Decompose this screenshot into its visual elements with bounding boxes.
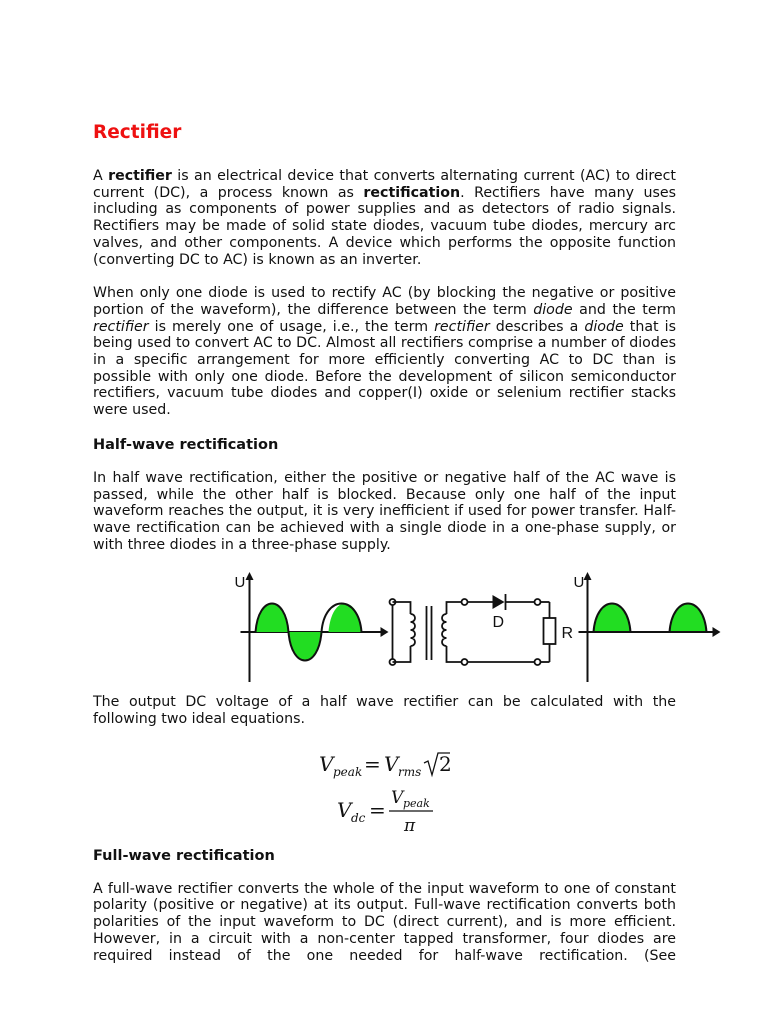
- svg-text:peak: peak: [333, 764, 363, 779]
- equation-peak: [319, 752, 452, 779]
- diode-text: When only one diode is used to rectify AC (by blocking the negative or positive portion of the waveform), the difference between the term: [93, 285, 676, 318]
- svg-text:V: V: [319, 751, 334, 776]
- circuit-diagram: [390, 594, 556, 665]
- diode-term: diode: [533, 301, 573, 318]
- diode-text: that is being used to convert AC to DC. Almost all rectifiers comprise a number of diodes in a specific arrangement for more efficiently converting AC to DC than is possible with only one diode. Before the development of silicon semiconductor rectifiers, vacuum tube diodes and copper(I) oxide or selenium rectifier stacks were used.: [93, 318, 676, 419]
- diode-term: diode: [584, 318, 624, 335]
- half-wave-paragraph: In half wave rectification, either the positive or negative half of the AC wave is passed, while the other half is blocked. Because only one half of the input waveform reaches the output, it is very inefficient if used for power transfer. Half-wave rectification can be achieved with a single diode in a one-phase supply, or with three diodes in a three-phase supply.: [93, 469, 676, 553]
- left-axis-label: U: [234, 574, 246, 592]
- svg-text:π: π: [404, 815, 416, 836]
- secondary-coil: [442, 614, 447, 646]
- primary-coil: [411, 614, 416, 646]
- diode-symbol: [493, 595, 505, 609]
- resistor-label: R: [561, 625, 574, 643]
- svg-text:peak: peak: [403, 796, 430, 810]
- equation-dc: [337, 788, 433, 836]
- rectifier-term: rectifier: [434, 318, 490, 335]
- intro-paragraph: [93, 168, 676, 268]
- svg-text:rms: rms: [398, 764, 422, 779]
- svg-text:V: V: [391, 787, 404, 808]
- output-voltage-paragraph: The output DC voltage of a half wave rectifier can be calculated with the following two ideal equations.: [93, 694, 676, 728]
- diode-label: D: [492, 614, 505, 632]
- equations: [93, 745, 676, 837]
- svg-text:2: 2: [439, 751, 452, 776]
- input-waveform-plot: [241, 572, 389, 682]
- article-body: [93, 122, 676, 981]
- intro-text: . Rectifiers have many uses including as components of power supplies and as detectors of radio signals. Rectifiers may be made of solid state diodes, vacuum tube diodes, mercury arc valves, and other components. A device which performs the opposite function (converting DC to AC) is known as an inverter.: [93, 184, 676, 268]
- intro-text: is an electrical device that converts alternating current (AC) to direct current (DC), a process known as: [93, 168, 676, 201]
- svg-text:=: =: [369, 797, 386, 822]
- svg-text:V: V: [337, 797, 352, 822]
- rectifier-term: rectifier: [93, 318, 149, 335]
- intro-term-rectification: rectification: [363, 184, 461, 201]
- resistor-symbol: [544, 618, 556, 644]
- svg-text:dc: dc: [351, 810, 366, 825]
- diode-text: describes a: [489, 318, 585, 335]
- diode-text: is merely one of usage, i.e., the term: [148, 318, 435, 335]
- intro-term-rectifier: rectifier: [108, 168, 172, 184]
- output-waveform-plot: [579, 572, 721, 682]
- full-wave-paragraph: A full-wave rectifier converts the whole of the input waveform to one of constant polarity (positive or negative) at its output. Full-wave rectification converts both polarities of the input waveform to DC (direct current), and is more efficient. However, in a circuit with a non-center tapped transformer, four diodes are required instead of the one needed for half-wave rectification. (See: [93, 880, 676, 964]
- diode-paragraph: [93, 285, 676, 419]
- diode-text: and the term: [572, 301, 676, 318]
- svg-text:V: V: [384, 751, 399, 776]
- right-axis-label: U: [573, 574, 585, 592]
- svg-text:=: =: [364, 751, 381, 776]
- full-wave-heading: Full-wave rectification: [93, 847, 275, 864]
- intro-text: A: [93, 168, 109, 184]
- half-wave-figure: [0, 570, 768, 688]
- half-wave-heading: Half-wave rectification: [93, 436, 279, 453]
- page-title: Rectifier: [93, 122, 182, 143]
